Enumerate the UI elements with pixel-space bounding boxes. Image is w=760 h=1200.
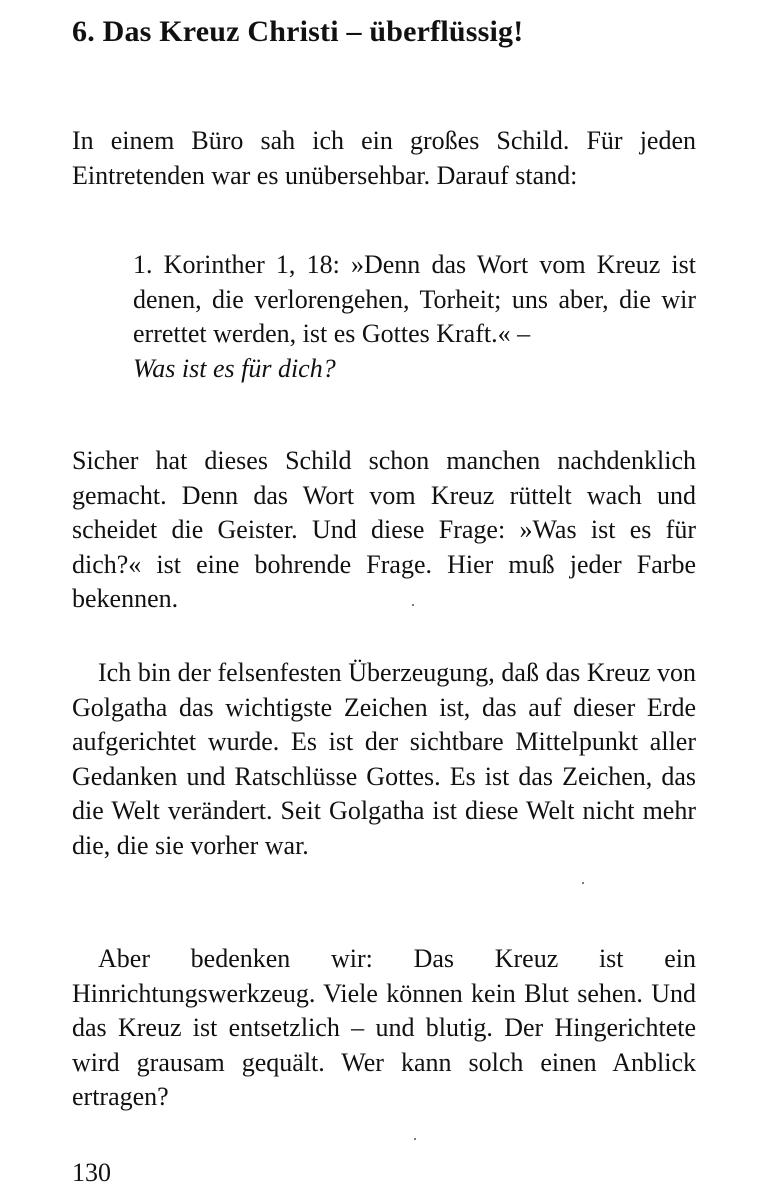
paragraph-3: Ich bin der felsenfesten Überzeugung, daß das Kreuz von Golgatha das wichtigste Zeichen ist, das auf dieser Erde aufgerichtet wurde. Es ist der sichtbare Mittelpunkt aller Gedanken und Ratschlüsse Gottes. Es ist das Zeichen, das die Welt verändert. Seit Golgatha ist diese Welt nicht mehr die, die sie vorher war. <box>72 658 696 860</box>
paragraph-2: Sicher hat dieses Schild schon manchen nachdenklich gemacht. Denn das Wort vom Kreuz rüttelt wach und scheidet die Geister. Und diese Frage: »Was ist es für dich?« ist eine bohrende Frage. Hier muß jeder Farbe bekennen. <box>72 446 696 613</box>
paragraph-4: Aber bedenken wir: Das Kreuz ist ein Hinrichtungswerkzeug. Viele können kein Blut sehen. Und das Kreuz ist entsetzlich – und blutig. Der Hingerichtete wird grausam gequält. Wer kann solch einen Anblick ertragen? <box>72 944 696 1111</box>
scan-speck <box>414 1138 416 1140</box>
scripture-quote <box>133 248 696 386</box>
paragraph-intro: In einem Büro sah ich ein großes Schild. Für jeden Eintretenden war es unübersehbar. Darauf stand: <box>72 126 696 190</box>
scan-speck <box>582 882 584 884</box>
quote-question: Was ist es für dich? <box>133 353 336 383</box>
quote-text: 1. Korinther 1, 18: »Denn das Wort vom Kreuz ist denen, die verlorengehen, Torheit; uns aber, die wir errettet werden, ist es Gottes Kraft.« – <box>133 250 696 348</box>
chapter-heading: 6. Das Kreuz Christi – überflüssig! <box>72 15 524 48</box>
page-number: 130 <box>72 1158 111 1187</box>
scan-speck <box>412 604 414 606</box>
